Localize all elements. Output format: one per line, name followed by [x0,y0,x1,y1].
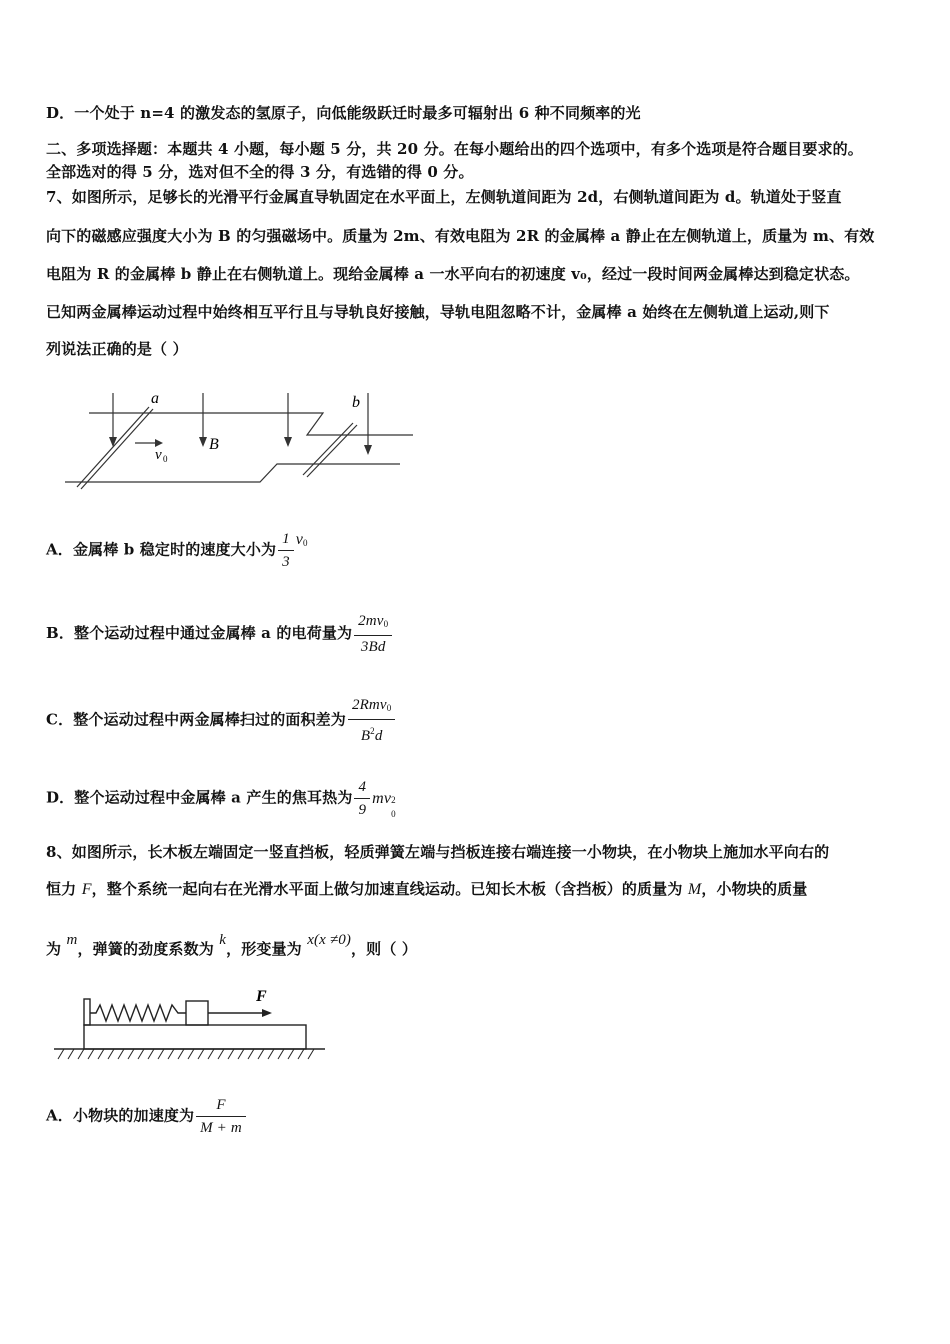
fraction [348,694,395,747]
velocity-label: v [155,447,162,463]
velocity-subscript: 0 [163,454,168,464]
q7-option-b [46,610,394,658]
block-mass-symbol: m [66,932,78,948]
q8-option-a-text: A．小物块的加速度为 [46,1106,195,1125]
fraction-denominator: $B^2d$ [360,726,383,744]
q8-stem-line3: 为 m，弹簧的劲度系数为 k，形变量为 x(x ≠0)，则（ ） [46,932,418,958]
q8-option-a [46,1094,248,1139]
rod-a-label: a [151,390,159,407]
section2-line2: 全部选对的得 5 分，选对但不全的得 3 分，有选错的得 0 分。 [46,163,474,181]
section2-line1: 二、多项选择题：本题共 4 小题，每小题 5 分，共 20 分。在每小题给出的四个选项中，有多个选项是符合题目要求的。 [46,140,863,158]
q7-option-d-text: D．整个运动过程中金属棒 a 产生的焦耳热为 [46,788,353,807]
q7-stem-line3: 电阻为 R 的金属棒 b 静止在右侧轨道上。现给金属棒 a 一水平向右的初速度 v₀，经过一段时间两金属棒达到稳定状态。 [46,265,860,283]
q7-option-c-text: C．整个运动过程中两金属棒扫过的面积差为 [46,710,346,729]
q7-option-c [46,694,397,747]
v0-symbol: v0 [295,530,308,548]
fraction-numerator: 4 [354,776,370,799]
q7-stem-line5: 列说法正确的是（ ） [46,340,188,358]
rod-b-label: b [352,394,360,411]
q8-stem-line2: 恒力 F，整个系统一起向右在光滑水平面上做匀加速直线运动。已知长木板（含挡板）的质量为 M，小物块的质量 [46,880,808,898]
fraction [354,776,370,821]
q8-stem-line1: 8、如图所示，长木板左端固定一竖直挡板，轻质弹簧左端与挡板连接右端连接一小物块，在小物块上施加水平向右的 [46,843,830,861]
fraction-numerator: 2mv0 [354,610,392,636]
deformation-symbol: x(x ≠0) [307,932,352,948]
q7-stem-line2: 向下的磁感应强度大小为 B 的匀强磁场中。质量为 2m、有效电阻为 2R 的金属棒 a 静止在左侧轨道上，质量为 m、有效 [46,227,875,245]
fraction-denominator: 9 [358,802,367,818]
force-symbol: F [81,881,92,898]
fraction [354,610,392,658]
fraction [278,528,294,573]
q6-option-d: D．一个处于 n=4 的激发态的氢原子，向低能级跃迁时最多可辐射出 6 种不同频率的光 [46,104,641,122]
fraction-numerator: 1 [278,528,294,551]
q7-stem-line1: 7、如图所示，足够长的光滑平行金属直导轨固定在水平面上，左侧轨道间距为 2d，右侧轨道间距为 d。轨道处于竖直 [46,188,842,206]
q7-option-a-text: A．金属棒 b 稳定时的速度大小为 [46,540,277,559]
fraction-denominator: 3Bd [360,639,386,655]
fraction-numerator: F [196,1094,246,1117]
fraction-denominator: M + m [200,1120,242,1136]
board-mass-symbol: M [687,881,702,898]
fraction [196,1094,246,1139]
fraction-numerator: 2Rmv0 [348,694,395,720]
fraction-denominator: 3 [282,554,290,570]
q7-option-d [46,776,399,821]
force-label: F [256,988,267,1005]
q8-spring-figure [50,985,330,1065]
spring-constant-symbol: k [219,932,227,948]
mv0-squared: mv 2 0 [372,789,396,819]
q7-rail-figure [55,385,425,495]
q7-option-b-text: B．整个运动过程中通过金属棒 a 的电荷量为 [46,624,353,642]
q7-stem-line4: 已知两金属棒运动过程中始终相互平行且与导轨良好接触，导轨电阻忽略不计，金属棒 a 始终在左侧轨道上运动,则下 [46,303,830,321]
field-B-label: B [209,436,219,453]
q7-option-a [46,528,308,573]
